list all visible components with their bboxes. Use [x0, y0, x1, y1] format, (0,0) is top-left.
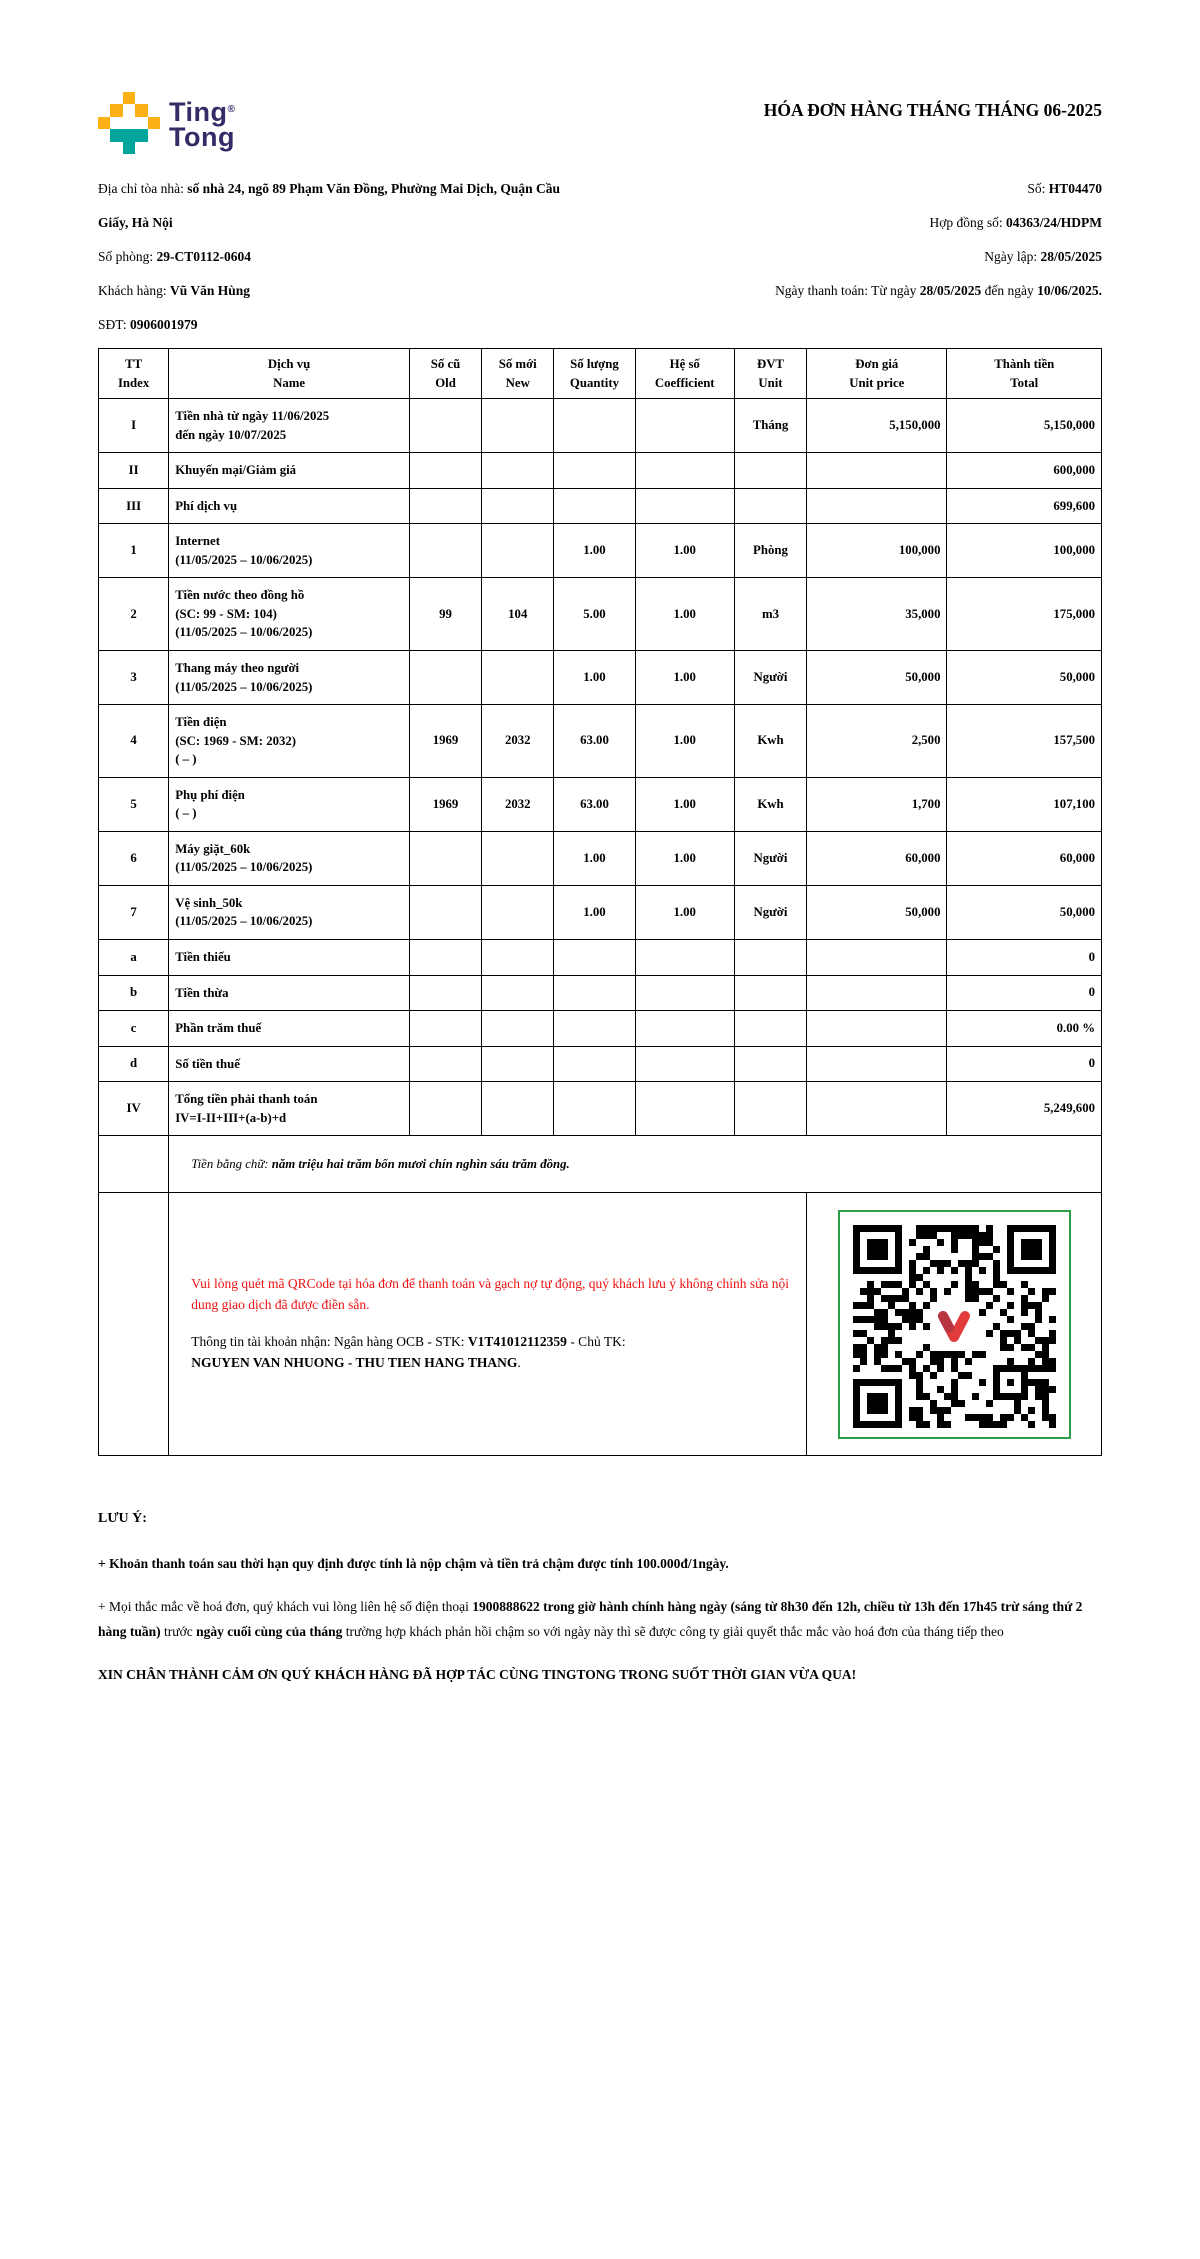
- logo-pixel-yellow: [148, 117, 160, 129]
- cell-total: 50,000: [947, 651, 1102, 705]
- closing-thanks: XIN CHÂN THÀNH CẢM ƠN QUÝ KHÁCH HÀNG ĐÃ HỢP TÁC CÙNG TINGTONG TRONG SUỐT THỜI GIAN VỪA QUA!: [98, 1667, 857, 1683]
- cell-coefficient: [635, 488, 734, 524]
- hotline-note-segment: + Mọi thắc mắc về hoá đơn, quý khách vui lòng liên hệ số điện thoại: [98, 1599, 473, 1615]
- cell-name: Máy giặt_60k (11/05/2025 – 10/06/2025): [169, 831, 410, 885]
- cell-index: 1: [99, 524, 169, 578]
- col-header-name: Dịch vụ Name: [169, 349, 410, 399]
- cell-quantity: [554, 1046, 635, 1082]
- cell-index: 3: [99, 651, 169, 705]
- cell-old: [409, 975, 481, 1011]
- cell-total: 157,500: [947, 705, 1102, 778]
- invoice-title: HÓA ĐƠN HÀNG THÁNG THÁNG 06-2025: [763, 100, 1102, 120]
- cell-unit: [734, 975, 806, 1011]
- cell-index: 5: [99, 777, 169, 831]
- table-row: [99, 453, 1102, 489]
- cell-quantity: 1.00: [554, 651, 635, 705]
- col-header-unit: ĐVT Unit: [734, 349, 806, 399]
- cell-quantity: [554, 488, 635, 524]
- cell-total: 100,000: [947, 524, 1102, 578]
- cell-unit-price: 60,000: [807, 831, 947, 885]
- logo-pixel-blank: [135, 92, 147, 104]
- invoice-info: [98, 172, 1102, 342]
- cell-new: [482, 885, 554, 939]
- cell-name: Phí dịch vụ: [169, 488, 410, 524]
- invoice-table: [98, 348, 1102, 1456]
- table-row: [99, 399, 1102, 453]
- cell-unit: [734, 453, 806, 489]
- cell-index: I: [99, 399, 169, 453]
- cell-unit: [734, 940, 806, 976]
- cell-new: [482, 940, 554, 976]
- col-header-new: Số mới New: [482, 349, 554, 399]
- cell-unit: Người: [734, 651, 806, 705]
- cell-new: [482, 453, 554, 489]
- cell-new: [482, 488, 554, 524]
- col-header-unit-price: Đơn giá Unit price: [807, 349, 947, 399]
- logo-pixel-blank: [110, 117, 122, 129]
- cell-total: 0: [947, 975, 1102, 1011]
- cell-name: Vệ sinh_50k (11/05/2025 – 10/06/2025): [169, 885, 410, 939]
- cell-unit-price: [807, 488, 947, 524]
- registered-mark: ®: [227, 103, 236, 115]
- hotline-note-segment: trường hợp khách phản hồi chậm so với ngày này thì sẽ được công ty giải quyết thắc mắc vào hoá đơn của tháng tiếp theo: [342, 1624, 1004, 1640]
- cell-old: 99: [409, 578, 481, 651]
- cell-old: [409, 524, 481, 578]
- cell-coefficient: 1.00: [635, 885, 734, 939]
- cell-name: Tiền nhà từ ngày 11/06/2025 đến ngày 10/07/2025: [169, 399, 410, 453]
- cell-coefficient: [635, 453, 734, 489]
- info-right-column: [576, 172, 1102, 342]
- cell-index: 6: [99, 831, 169, 885]
- cell-new: [482, 831, 554, 885]
- cell-old: 1969: [409, 777, 481, 831]
- qr-code-cell: [807, 1193, 1102, 1456]
- cell-unit: [734, 488, 806, 524]
- logo-pixel-yellow: [98, 117, 110, 129]
- cell-unit: [734, 1046, 806, 1082]
- cell-name: Thang máy theo người (11/05/2025 – 10/06/2025): [169, 651, 410, 705]
- table-row: [99, 524, 1102, 578]
- cell-new: [482, 1011, 554, 1047]
- cell-coefficient: [635, 975, 734, 1011]
- cell-total: 0: [947, 940, 1102, 976]
- table-header-row: [99, 349, 1102, 399]
- invoice-header: [98, 92, 1102, 154]
- logo-pixel-blank: [110, 92, 122, 104]
- cell-index: b: [99, 975, 169, 1011]
- table-row: [99, 651, 1102, 705]
- cell-unit-price: 5,150,000: [807, 399, 947, 453]
- vietqr-v-icon: [931, 1305, 977, 1347]
- table-row: [99, 1011, 1102, 1047]
- cell-coefficient: [635, 1011, 734, 1047]
- cell-quantity: 5.00: [554, 578, 635, 651]
- cell-empty: [99, 1136, 169, 1193]
- cell-quantity: [554, 399, 635, 453]
- wordmark-line1: Ting: [169, 96, 228, 127]
- cell-name: Khuyến mại/Giảm giá: [169, 453, 410, 489]
- logo-pixel-blank: [110, 142, 122, 154]
- cell-old: 1969: [409, 705, 481, 778]
- cell-unit: m3: [734, 578, 806, 651]
- cell-index: IV: [99, 1082, 169, 1136]
- cell-old: [409, 1046, 481, 1082]
- table-row: [99, 885, 1102, 939]
- notes-section: [98, 1506, 1102, 1688]
- cell-old: [409, 831, 481, 885]
- cell-total: 107,100: [947, 777, 1102, 831]
- cell-unit-price: [807, 1046, 947, 1082]
- tingtong-logo: [98, 92, 235, 154]
- payment-period-line: Ngày thanh toán: Từ ngày 28/05/2025 đến ngày 10/06/2025.: [775, 283, 1102, 298]
- cell-total: 0.00 %: [947, 1011, 1102, 1047]
- cell-name: Phần trăm thuế: [169, 1011, 410, 1047]
- cell-index: 2: [99, 578, 169, 651]
- table-row: [99, 975, 1102, 1011]
- cell-name: Phụ phí điện ( – ): [169, 777, 410, 831]
- notes-heading: LƯU Ý:: [98, 1511, 147, 1527]
- cell-coefficient: [635, 1082, 734, 1136]
- building-address-line: Địa chỉ tòa nhà: số nhà 24, ngõ 89 Phạm Văn Đồng, Phường Mai Dịch, Quận Cầu Giấy, Hà Nội: [98, 181, 561, 230]
- logo-pixel-blank: [135, 117, 147, 129]
- hotline-note: [98, 1595, 1102, 1645]
- room-number-line: Số phòng: 29-CT0112-0604: [98, 249, 252, 264]
- amount-in-words-label: Tiền bằng chữ:: [191, 1156, 272, 1171]
- cell-name: Internet (11/05/2025 – 10/06/2025): [169, 524, 410, 578]
- table-row: [99, 705, 1102, 778]
- cell-index: 4: [99, 705, 169, 778]
- cell-name: Số tiền thuế: [169, 1046, 410, 1082]
- logo-pixel-blank: [123, 117, 135, 129]
- cell-coefficient: 1.00: [635, 705, 734, 778]
- cell-name: Tiền thiếu: [169, 940, 410, 976]
- cell-unit: Kwh: [734, 705, 806, 778]
- logo-pixel-blank: [98, 129, 110, 141]
- cell-total: 175,000: [947, 578, 1102, 651]
- col-header-coefficient: Hệ số Coefficient: [635, 349, 734, 399]
- cell-quantity: [554, 1011, 635, 1047]
- cell-total: 5,249,600: [947, 1082, 1102, 1136]
- cell-quantity: 63.00: [554, 705, 635, 778]
- cell-total: 699,600: [947, 488, 1102, 524]
- amount-in-words-row: [99, 1136, 1102, 1193]
- table-row: [99, 1046, 1102, 1082]
- cell-old: [409, 1011, 481, 1047]
- cell-coefficient: 1.00: [635, 524, 734, 578]
- cell-old: [409, 1082, 481, 1136]
- cell-unit: Kwh: [734, 777, 806, 831]
- cell-coefficient: 1.00: [635, 831, 734, 885]
- cell-unit-price: 100,000: [807, 524, 947, 578]
- issue-date-line: Ngày lập: 28/05/2025: [984, 249, 1102, 264]
- customer-line: Khách hàng: Vũ Văn Hùng: [98, 283, 251, 298]
- info-left-column: [98, 172, 576, 342]
- table-row: [99, 831, 1102, 885]
- phone-line: SĐT: 0906001979: [98, 317, 198, 332]
- cell-unit: Người: [734, 831, 806, 885]
- cell-coefficient: 1.00: [635, 777, 734, 831]
- cell-unit-price: [807, 1082, 947, 1136]
- invoice-number-line: Số: HT04470: [1027, 181, 1102, 196]
- tingtong-wordmark: [169, 97, 235, 150]
- cell-index: II: [99, 453, 169, 489]
- cell-unit-price: 50,000: [807, 885, 947, 939]
- col-header-old: Số cũ Old: [409, 349, 481, 399]
- cell-name: Tiền điện (SC: 1969 - SM: 2032) ( – ): [169, 705, 410, 778]
- table-row: [99, 777, 1102, 831]
- cell-unit-price: [807, 940, 947, 976]
- qr-code-frame: [838, 1210, 1071, 1439]
- logo-pixel-teal: [110, 129, 122, 141]
- amount-in-words-value: năm triệu hai trăm bốn mươi chín nghìn sáu trăm đồng.: [271, 1156, 570, 1171]
- cell-unit-price: 1,700: [807, 777, 947, 831]
- cell-index: c: [99, 1011, 169, 1047]
- table-row: [99, 488, 1102, 524]
- cell-total: 5,150,000: [947, 399, 1102, 453]
- cell-new: [482, 524, 554, 578]
- logo-pixel-blank: [98, 104, 110, 116]
- cell-index: 7: [99, 885, 169, 939]
- cell-new: [482, 399, 554, 453]
- wordmark-line2: Tong: [169, 121, 235, 152]
- contract-number-line: Hợp đồng số: 04363/24/HDPM: [929, 215, 1102, 230]
- qr-code: [853, 1417, 1056, 1431]
- qr-warning-text: Vui lòng quét mã QRCode tại hóa đơn để thanh toán và gạch nợ tự động, quý khách lưu ý không chỉnh sửa nội dung giao dịch đã được điền sẵn.: [191, 1276, 790, 1313]
- cell-unit: [734, 1011, 806, 1047]
- logo-pixel-blank: [123, 104, 135, 116]
- col-header-quantity: Số lượng Quantity: [554, 349, 635, 399]
- cell-index: III: [99, 488, 169, 524]
- cell-empty: [99, 1193, 169, 1456]
- cell-name: Tổng tiền phải thanh toán IV=I-II+III+(a-b)+d: [169, 1082, 410, 1136]
- cell-quantity: [554, 1082, 635, 1136]
- logo-pixel-yellow: [135, 104, 147, 116]
- cell-old: [409, 453, 481, 489]
- cell-total: 60,000: [947, 831, 1102, 885]
- logo-pixel-blank: [148, 104, 160, 116]
- qr-row: [99, 1193, 1102, 1456]
- cell-total: 600,000: [947, 453, 1102, 489]
- cell-name: Tiền nước theo đồng hồ (SC: 99 - SM: 104) (11/05/2025 – 10/06/2025): [169, 578, 410, 651]
- cell-index: a: [99, 940, 169, 976]
- table-row: [99, 1082, 1102, 1136]
- cell-new: [482, 651, 554, 705]
- logo-pixel-yellow: [110, 104, 122, 116]
- cell-new: [482, 1082, 554, 1136]
- cell-old: [409, 488, 481, 524]
- cell-unit-price: 35,000: [807, 578, 947, 651]
- cell-unit: [734, 1082, 806, 1136]
- hotline-note-segment: trước: [160, 1624, 197, 1640]
- cell-new: [482, 975, 554, 1011]
- cell-coefficient: 1.00: [635, 651, 734, 705]
- cell-name: Tiền thừa: [169, 975, 410, 1011]
- cell-old: [409, 399, 481, 453]
- cell-new: 2032: [482, 705, 554, 778]
- cell-unit-price: [807, 975, 947, 1011]
- cell-total: 0: [947, 1046, 1102, 1082]
- logo-pixel-teal: [135, 129, 147, 141]
- cell-quantity: [554, 940, 635, 976]
- cell-quantity: [554, 453, 635, 489]
- late-payment-note: + Khoản thanh toán sau thời hạn quy định được tính là nộp chậm và tiền trả chậm được tính 100.000đ/1ngày.: [98, 1556, 729, 1572]
- cell-quantity: 1.00: [554, 885, 635, 939]
- logo-pixel-yellow: [123, 92, 135, 104]
- cell-quantity: 1.00: [554, 831, 635, 885]
- table-row: [99, 940, 1102, 976]
- cell-old: [409, 651, 481, 705]
- logo-pixel-blank: [98, 142, 110, 154]
- tingtong-logo-icon: [98, 92, 160, 154]
- logo-pixel-blank: [135, 142, 147, 154]
- cell-new: 104: [482, 578, 554, 651]
- account-holder: NGUYEN VAN NHUONG - THU TIEN HANG THANG: [191, 1355, 518, 1371]
- cell-coefficient: 1.00: [635, 578, 734, 651]
- cell-new: [482, 1046, 554, 1082]
- cell-old: [409, 940, 481, 976]
- cell-unit: Tháng: [734, 399, 806, 453]
- logo-pixel-teal: [123, 129, 135, 141]
- amount-in-words-cell: [169, 1136, 1102, 1193]
- cell-coefficient: [635, 399, 734, 453]
- logo-pixel-blank: [148, 129, 160, 141]
- cell-unit: Phòng: [734, 524, 806, 578]
- hotline-note-segment: ngày cuối cùng của tháng: [196, 1624, 343, 1640]
- cell-unit-price: [807, 453, 947, 489]
- logo-pixel-blank: [148, 142, 160, 154]
- cell-new: 2032: [482, 777, 554, 831]
- cell-unit-price: 2,500: [807, 705, 947, 778]
- cell-old: [409, 885, 481, 939]
- col-header-index: TT Index: [99, 349, 169, 399]
- logo-pixel-teal: [123, 142, 135, 154]
- bank-account-text: Thông tin tài khoản nhận: Ngân hàng OCB - STK: V1T41012112359 - Chủ TK: NGUYEN VAN NHUONG - THU TIEN HANG THANG.: [191, 1334, 626, 1371]
- cell-quantity: 1.00: [554, 524, 635, 578]
- table-row: [99, 578, 1102, 651]
- cell-quantity: 63.00: [554, 777, 635, 831]
- col-header-total: Thành tiền Total: [947, 349, 1102, 399]
- hotline-note-segment: 1900888622 trong giờ hành chính hàng ngày (sáng từ 8h30 đến 12h, chiều từ 13h đến 17h45 trừ sáng thứ 2 hàng tuần): [98, 1599, 1083, 1640]
- logo-pixel-blank: [98, 92, 110, 104]
- logo-pixel-blank: [148, 92, 160, 104]
- cell-unit: Người: [734, 885, 806, 939]
- cell-coefficient: [635, 940, 734, 976]
- cell-coefficient: [635, 1046, 734, 1082]
- cell-unit-price: 50,000: [807, 651, 947, 705]
- payment-instructions-cell: [169, 1193, 807, 1456]
- cell-quantity: [554, 975, 635, 1011]
- cell-total: 50,000: [947, 885, 1102, 939]
- cell-unit-price: [807, 1011, 947, 1047]
- account-number: V1T41012112359: [467, 1334, 567, 1350]
- cell-index: d: [99, 1046, 169, 1082]
